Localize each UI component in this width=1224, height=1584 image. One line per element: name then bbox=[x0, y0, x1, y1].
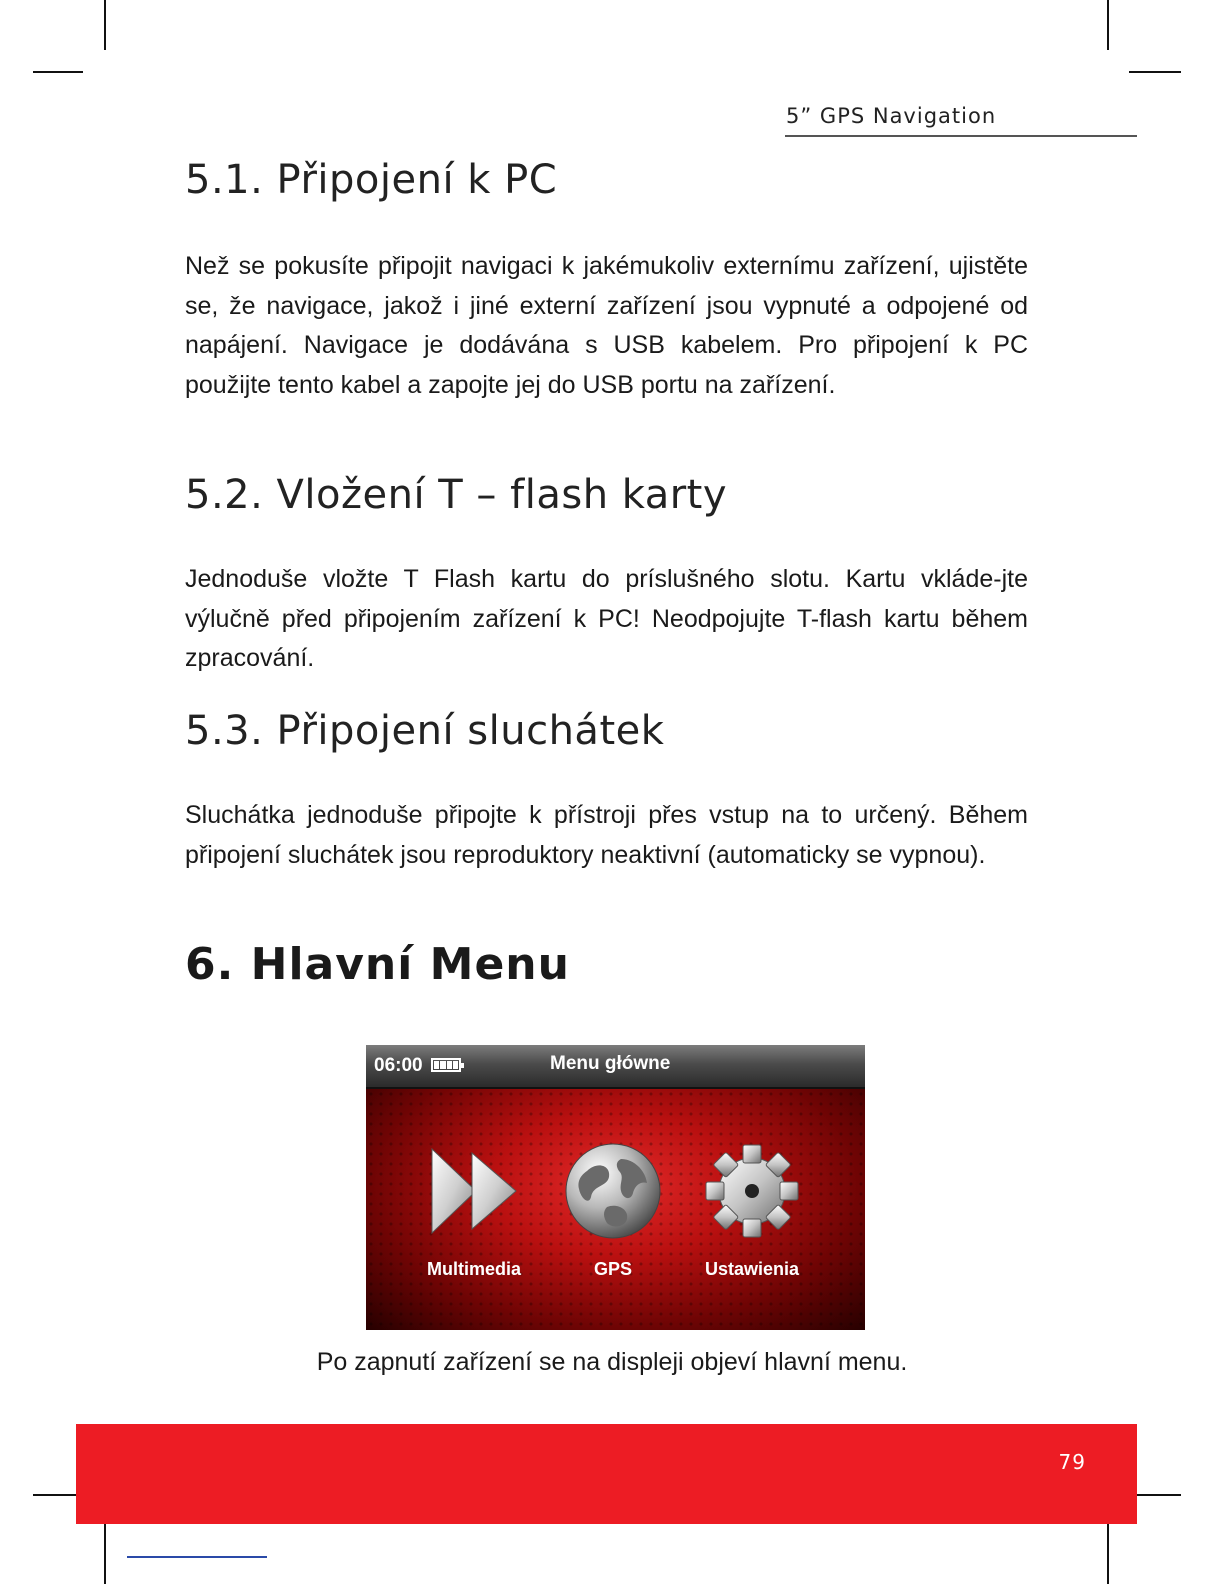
device-screenshot bbox=[366, 1045, 865, 1330]
section-body-5-2: Jednoduše vložte T Flash kartu do príslušného slotu. Kartu vkláde-jte výlučně před připojením zařízení k PC! Neodpojujte T-flash kartu během zpracování. bbox=[185, 565, 1028, 672]
menu-label-gps: GPS bbox=[593, 1259, 632, 1279]
section-body-5-1: Než se pokusíte připojit navigaci k jakémukoliv externímu zařízení, ujistěte se, že navigace, jakož i jiné externí zařízení jsou vypnuté a odpojené od napájení. Navigace je dodávána s USB kabelem. Pro připojení k PC použijte tento kabel a zapojte jej do USB portu na zařízení. bbox=[185, 252, 1028, 399]
device-screen-title: Menu główne bbox=[550, 1053, 671, 1074]
crop-mark bbox=[1129, 71, 1181, 73]
crop-mark bbox=[104, 1517, 106, 1584]
crop-mark bbox=[1107, 1517, 1109, 1584]
device-menu-area bbox=[366, 1089, 865, 1330]
footer-band bbox=[76, 1424, 1137, 1524]
section-heading-5-2: 5.2. Vložení T – flash karty bbox=[185, 472, 728, 518]
crop-mark bbox=[33, 71, 83, 73]
gear-icon bbox=[702, 1141, 802, 1241]
crop-mark bbox=[1107, 0, 1109, 50]
crop-mark bbox=[104, 0, 106, 50]
section-body-5-3: Sluchátka jednoduše připojte k přístroji přes vstup na to určený. Během připojení sluchátek jsou reproduktory neaktivní (automaticky se vypnou). bbox=[185, 801, 1028, 869]
battery-icon bbox=[431, 1058, 461, 1072]
menu-label-multimedia: Multimedia bbox=[426, 1259, 521, 1279]
section-heading-5-1: 5.1. Připojení k PC bbox=[185, 157, 558, 203]
menu-label-ustawienia: Ustawienia bbox=[704, 1259, 800, 1279]
page-number: 79 bbox=[1058, 1450, 1086, 1474]
chapter-heading: 6. Hlavní Menu bbox=[185, 939, 570, 990]
header-rule bbox=[785, 135, 1137, 137]
device-status-bar bbox=[366, 1045, 865, 1089]
device-clock: 06:00 bbox=[374, 1055, 423, 1076]
fast-forward-icon bbox=[424, 1141, 524, 1241]
figure-caption: Po zapnutí zařízení se na displeji objeví hlavní menu. bbox=[316, 1348, 908, 1376]
running-header-title: 5” GPS Navigation bbox=[786, 104, 997, 128]
bottom-rule bbox=[127, 1556, 267, 1558]
section-heading-5-3: 5.3. Připojení sluchátek bbox=[185, 708, 665, 754]
globe-icon bbox=[563, 1141, 663, 1241]
